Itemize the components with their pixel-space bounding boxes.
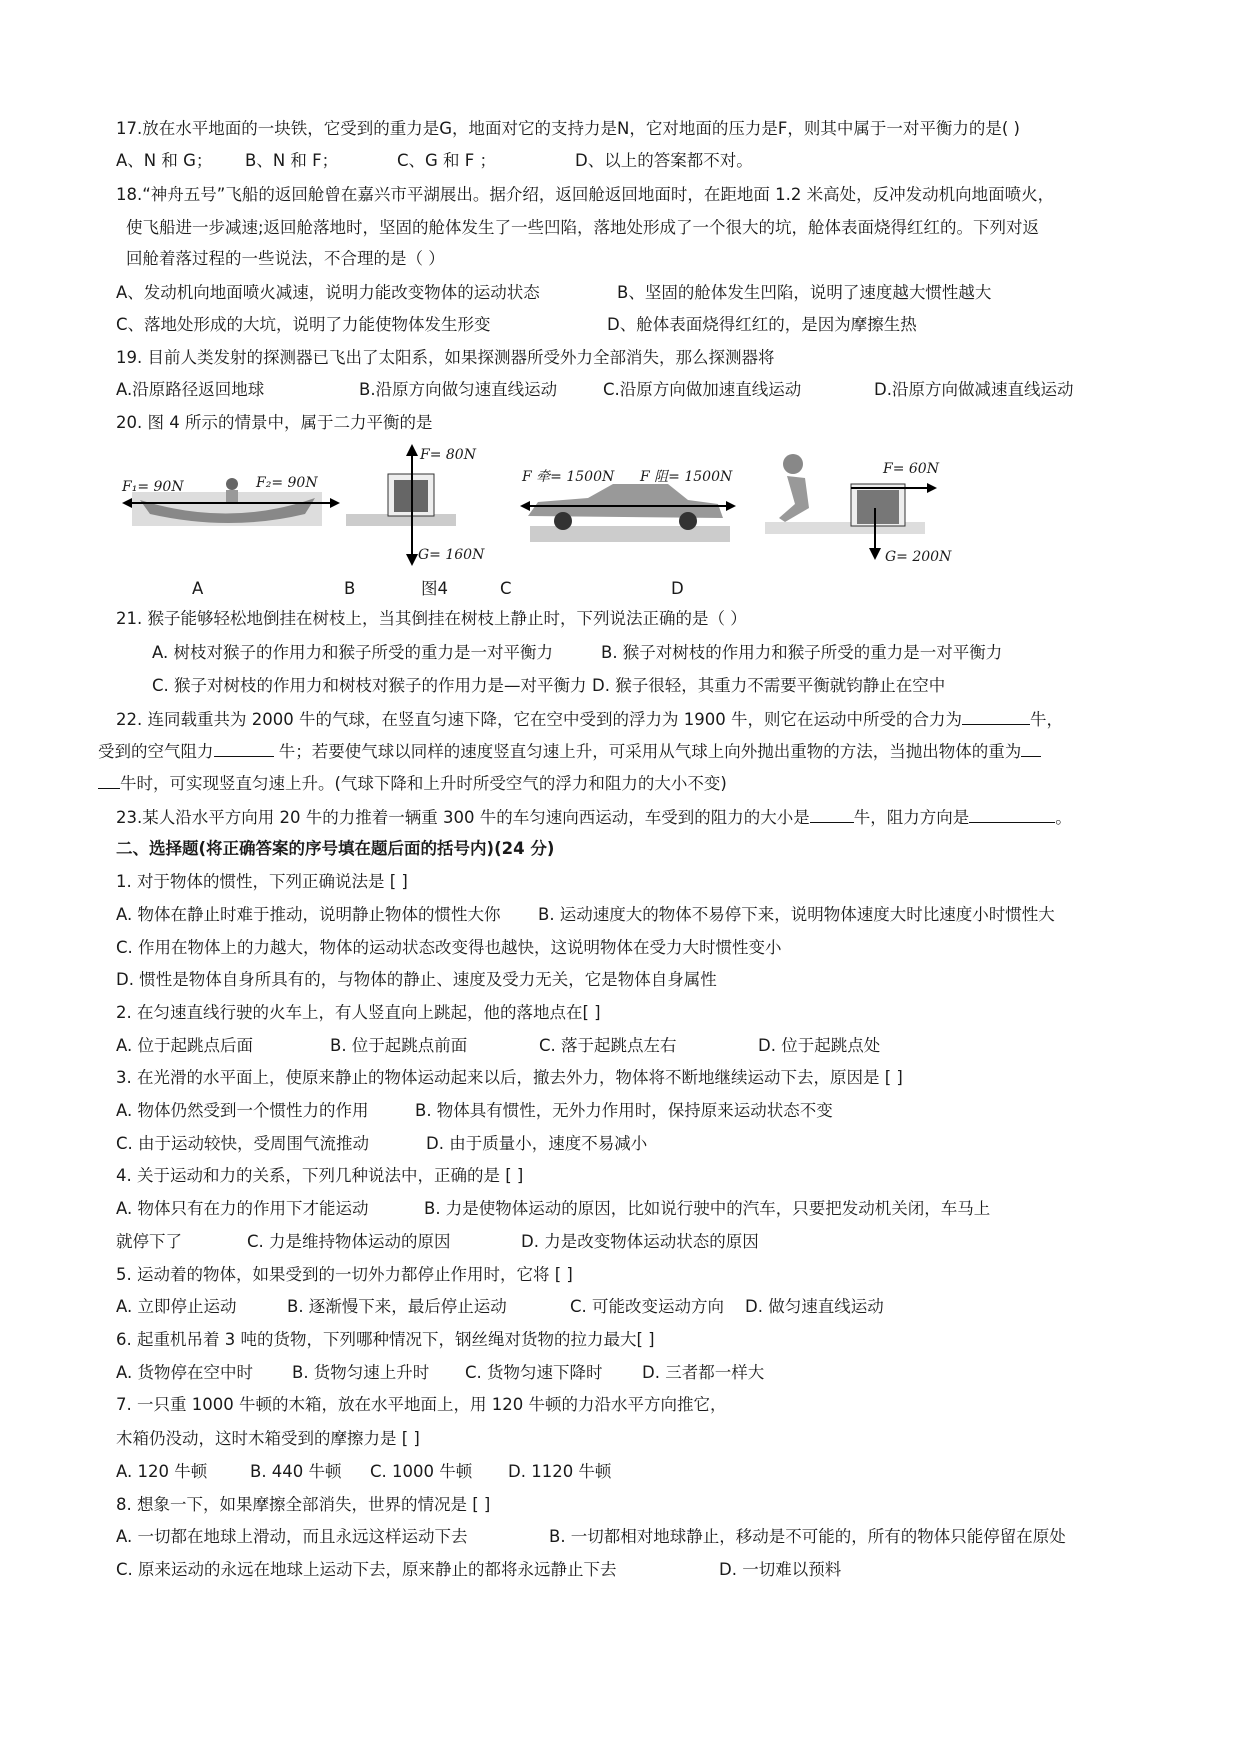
force-label-resistance: F 阻= 1500N (640, 469, 733, 485)
figure-a-boat (120, 470, 342, 530)
question-stem: 使飞船进一步减速;返回舱落地时，坚固的舱体发生了一些凹陷，落地处形成了一个很大的坑，舱体表面烧得红红的。下列对返 (126, 218, 1040, 237)
option-c: C. 1000 牛顿 (370, 1462, 473, 1481)
figure-label-b: B (344, 579, 356, 598)
option-b: B. 一切都相对地球静止，移动是不可能的，所有的物体只能停留在原处 (549, 1527, 1066, 1546)
answer-blank[interactable] (810, 806, 854, 823)
question-stem: 1. 对于物体的惯性，下列正确说法是 [ ] (116, 872, 408, 891)
answer-blank[interactable] (1021, 740, 1041, 757)
question-text: 23.某人沿水平方向用 20 牛的力推着一辆重 300 牛的车匀速向西运动，车受到的阻力的大小是 (116, 808, 810, 827)
question-stem: 18.“神舟五号”飞船的返回舱曾在嘉兴市平湖展出。据介绍，返回舱返回地面时，在距地面 1.2 米高处，反冲发动机向地面喷火， (116, 185, 1055, 204)
option-b: B.沿原方向做匀速直线运动 (359, 380, 558, 399)
option-d: D. 三者都一样大 (642, 1363, 765, 1382)
option-c: C. 作用在物体上的力越大，物体的运动状态改变得也越快，这说明物体在受力大时惯性变小 (116, 938, 782, 957)
option-a: A. 立即停止运动 (116, 1297, 237, 1316)
option-c: C. 力是维持物体运动的原因 (247, 1232, 451, 1251)
option-d: D、以上的答案都不对。 (575, 151, 753, 170)
question-stem: 木箱仍没动，这时木箱受到的摩擦力是 [ ] (116, 1429, 420, 1448)
option-a: A. 树枝对猴子的作用力和猴子所受的重力是一对平衡力 (152, 643, 553, 662)
figure-caption: 图4 (421, 579, 448, 598)
option-b: B、N 和 F； (245, 151, 339, 170)
option-b-continued: 就停下了 (116, 1232, 182, 1251)
force-label-traction: F 牵= 1500N (522, 469, 615, 485)
option-b: B. 力是使物体运动的原因，比如说行驶中的汽车，只要把发动机关闭，车马上 (424, 1199, 991, 1218)
option-b: B. 440 牛顿 (250, 1462, 342, 1481)
figure-label-c: C (500, 579, 512, 598)
option-c: C. 由于运动较快，受周围气流推动 (116, 1134, 370, 1153)
option-a: A、发动机向地面喷火减速，说明力能改变物体的运动状态 (116, 283, 540, 302)
question-text: 牛， (1029, 710, 1063, 729)
option-a: A. 物体只有在力的作用下才能运动 (116, 1199, 369, 1218)
option-c: C、落地处形成的大坑，说明了力能使物体发生形变 (116, 315, 491, 334)
question-stem: 6. 起重机吊着 3 吨的货物，下列哪种情况下，钢丝绳对货物的拉力最大[ ] (116, 1330, 655, 1349)
option-d: D. 1120 牛顿 (508, 1462, 612, 1481)
option-b: B. 猴子对树枝的作用力和猴子所受的重力是一对平衡力 (601, 643, 1003, 662)
question-stem: 3. 在光滑的水平面上，使原来静止的物体运动起来以后，撤去外力，物体将不断地继续运动下去，原因是 [ ] (116, 1068, 903, 1087)
option-d: D.沿原方向做减速直线运动 (874, 380, 1074, 399)
answer-blank[interactable] (969, 806, 1055, 823)
option-a: A. 物体仍然受到一个惯性力的作用 (116, 1101, 369, 1120)
figure-label-a: A (192, 579, 204, 598)
question-stem: 17.放在水平地面的一块铁，它受到的重力是G，地面对它的支持力是N，它对地面的压力是F，则其中属于一对平衡力的是( ) (116, 119, 1020, 138)
answer-blank[interactable] (962, 708, 1030, 725)
option-d: D. 猴子很轻，其重力不需要平衡就钧静止在空中 (592, 676, 946, 695)
question-stem: 21. 猴子能够轻松地倒挂在树枝上，当其倒挂在树枝上静止时，下列说法正确的是（ ） (116, 609, 747, 628)
option-b: B. 逐渐慢下来，最后停止运动 (287, 1297, 507, 1316)
option-a: A、N 和 G； (116, 151, 213, 170)
option-d: D、舱体表面烧得红红的，是因为摩擦生热 (607, 315, 917, 334)
option-a: A. 物体在静止时难于推动，说明静止物体的惯性大你 (116, 905, 501, 924)
option-b: B. 货物匀速上升时 (292, 1363, 430, 1382)
question-stem: 回舱着落过程的一些说法，不合理的是（ ） (126, 249, 445, 268)
answer-blank[interactable] (214, 740, 274, 757)
option-c: C. 货物匀速下降时 (465, 1363, 603, 1382)
figure-c-car (518, 466, 748, 546)
option-a: A. 位于起跳点后面 (116, 1036, 253, 1055)
option-b: B. 物体具有惯性，无外力作用时，保持原来运动状态不变 (415, 1101, 833, 1120)
figure-d-push (765, 448, 975, 568)
question-stem: 5. 运动着的物体，如果受到的一切外力都停止作用时，它将 [ ] (116, 1265, 573, 1284)
option-c: C. 猴子对树枝的作用力和树枝对猴子的作用力是—对平衡力 (152, 676, 587, 695)
option-c: C. 可能改变运动方向 (570, 1297, 725, 1316)
option-a: A. 120 牛顿 (116, 1462, 208, 1481)
force-label-g: G= 160N (418, 547, 485, 563)
option-d: D. 力是改变物体运动状态的原因 (521, 1232, 759, 1251)
force-label-f2: F₂= 90N (256, 475, 318, 491)
question-stem: 19. 目前人类发射的探测器已飞出了太阳系，如果探测器所受外力全部消失，那么探测器将 (116, 348, 775, 367)
question-text: 22. 连同载重共为 2000 牛的气球，在竖直匀速下降，它在空中受到的浮力为 1900 牛，则它在运动中所受的合力为 (116, 710, 962, 729)
section-heading: 二、选择题(将正确答案的序号填在题后面的括号内)(24 分) (116, 839, 555, 858)
question-text: 牛，阻力方向是 (853, 808, 970, 827)
option-b: B. 位于起跳点前面 (330, 1036, 468, 1055)
question-text: 牛；若要使气球以同样的速度竖直匀速上升，可采用从气球上向外抛出重物的方法，当抛出物体的重为 (273, 742, 1022, 761)
question-text: 牛时，可实现竖直匀速上升。(气球下降和上升时所受空气的浮力和阻力的大小不变) (120, 774, 727, 793)
question-stem: 20. 图 4 所示的情景中，属于二力平衡的是 (116, 413, 433, 432)
question-stem: 2. 在匀速直线行驶的火车上，有人竖直向上跳起，他的落地点在[ ] (116, 1003, 601, 1022)
force-label-f1: F₁= 90N (122, 479, 184, 495)
option-d: D. 位于起跳点处 (758, 1036, 881, 1055)
option-a: A.沿原路径返回地球 (116, 380, 265, 399)
option-d: D. 做匀速直线运动 (745, 1297, 884, 1316)
force-label-f: F= 60N (883, 461, 939, 477)
answer-blank[interactable] (98, 772, 120, 789)
question-stem: 4. 关于运动和力的关系，下列几种说法中，正确的是 [ ] (116, 1166, 524, 1185)
option-b: B. 运动速度大的物体不易停下来，说明物体速度大时比速度小时惯性大 (538, 905, 1055, 924)
option-a: A. 一切都在地球上滑动，而且永远这样运动下去 (116, 1527, 468, 1546)
option-a: A. 货物停在空中时 (116, 1363, 253, 1382)
option-c: C. 原来运动的永远在地球上运动下去，原来静止的都将永远静止下去 (116, 1560, 617, 1579)
question-stem: 8. 想象一下，如果摩擦全部消失，世界的情况是 [ ] (116, 1495, 491, 1514)
option-d: D. 一切难以预料 (719, 1560, 842, 1579)
option-b: B、坚固的舱体发生凹陷，说明了速度越大惯性越大 (617, 283, 992, 302)
option-c: C、G 和 F ； (397, 151, 497, 170)
figure-b-box (346, 444, 496, 568)
option-c: C.沿原方向做加速直线运动 (603, 380, 802, 399)
figure-label-d: D (671, 579, 684, 598)
question-text: 受到的空气阻力 (98, 742, 214, 761)
force-label-f: F= 80N (420, 447, 476, 463)
option-d: D. 惯性是物体自身所具有的，与物体的静止、速度及受力无关，它是物体自身属性 (116, 970, 717, 989)
option-d: D. 由于质量小，速度不易减小 (426, 1134, 648, 1153)
option-c: C. 落于起跳点左右 (539, 1036, 677, 1055)
question-stem: 7. 一只重 1000 牛顿的木箱，放在水平地面上，用 120 牛顿的力沿水平方向推它， (116, 1395, 727, 1414)
force-label-g: G= 200N (885, 549, 952, 565)
question-text: 。 (1055, 808, 1072, 827)
